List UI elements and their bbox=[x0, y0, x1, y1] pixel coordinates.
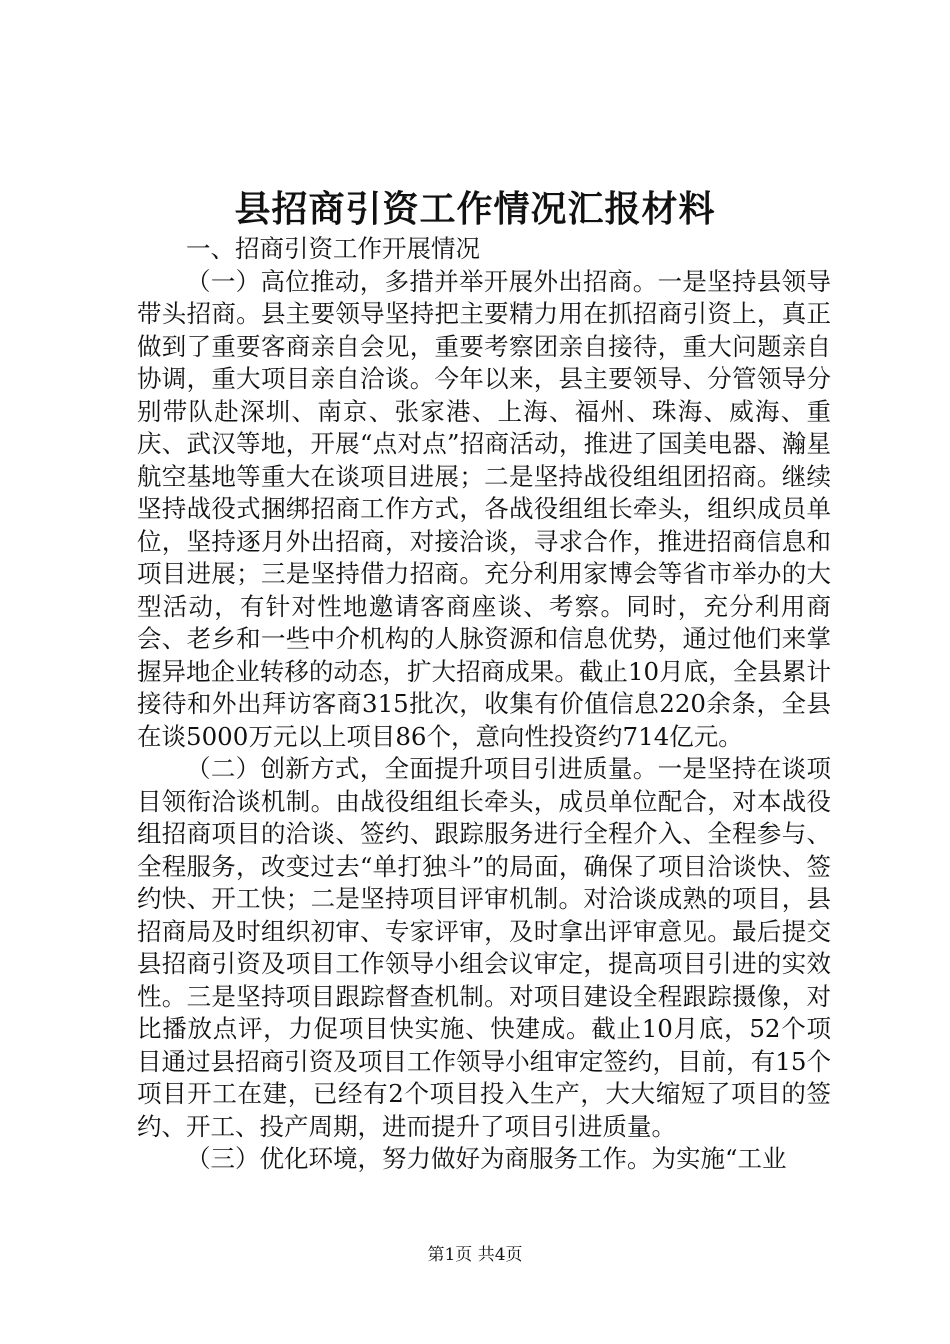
section-heading: 一、招商引资工作开展情况 bbox=[186, 234, 480, 263]
document-title: 县招商引资工作情况汇报材料 bbox=[234, 188, 716, 230]
document-body bbox=[137, 233, 831, 1176]
paragraph-2: （二）创新方式，全面提升项目引进质量。一是坚持在谈项目领衔洽谈机制。由战役组组长牵头，成员单位配合，对本战役组招商项目的洽谈、签约、跟踪服务进行全程介入、全程参与、全程服务，改变过去“单打独斗”的局面，确保了项目洽谈快、签约快、开工快；二是坚持项目评审机制。对洽谈成熟的项目，县招商局及时组织初审、专家评审，及时拿出评审意见。最后提交县招商引资及项目工作领导小组会议审定，提高项目引进的实效性。三是坚持项目跟踪督查机制。对项目建设全程跟踪摄像，对比播放点评，力促项目快实施、快建成。截止10月底，52个项目通过县招商引资及项目工作领导小组审定签约，目前，有15个项目开工在建，已经有2个项目投入生产，大大缩短了项目的签约、开工、投产周期，进而提升了项目引进质量。 bbox=[137, 754, 831, 1141]
page-number-footer: 第1页 共4页 bbox=[427, 1245, 523, 1265]
paragraph-1: （一）高位推动，多措并举开展外出招商。一是坚持县领导带头招商。县主要领导坚持把主要精力用在抓招商引资上，真正做到了重要客商亲自会见，重要考察团亲自接待，重大问题亲自协调，重大项目亲自洽谈。今年以来，县主要领导、分管领导分别带队赴深圳、南京、张家港、上海、福州、珠海、威海、重庆、武汉等地，开展“点对点”招商活动，推进了国美电器、瀚星航空基地等重大在谈项目进展；二是坚持战役组组团招商。继续坚持战役式捆绑招商工作方式，各战役组组长牵头，组织成员单位，坚持逐月外出招商，对接洽谈，寻求合作，推进招商信息和项目进展；三是坚持借力招商。充分利用家博会等省市举办的大型活动，有针对性地邀请客商座谈、考察。同时，充分利用商会、老乡和一些中介机构的人脉资源和信息优势，通过他们来掌握异地企业转移的动态，扩大招商成果。截止10月底，全县累计接待和外出拜访客商315批次，收集有价值信息220余条，全县在谈5000万元以上项目86个，意向性投资约714亿元。 bbox=[137, 266, 831, 751]
paragraph-3: （三）优化环境，努力做好为商服务工作。为实施“工业 bbox=[186, 1144, 787, 1173]
